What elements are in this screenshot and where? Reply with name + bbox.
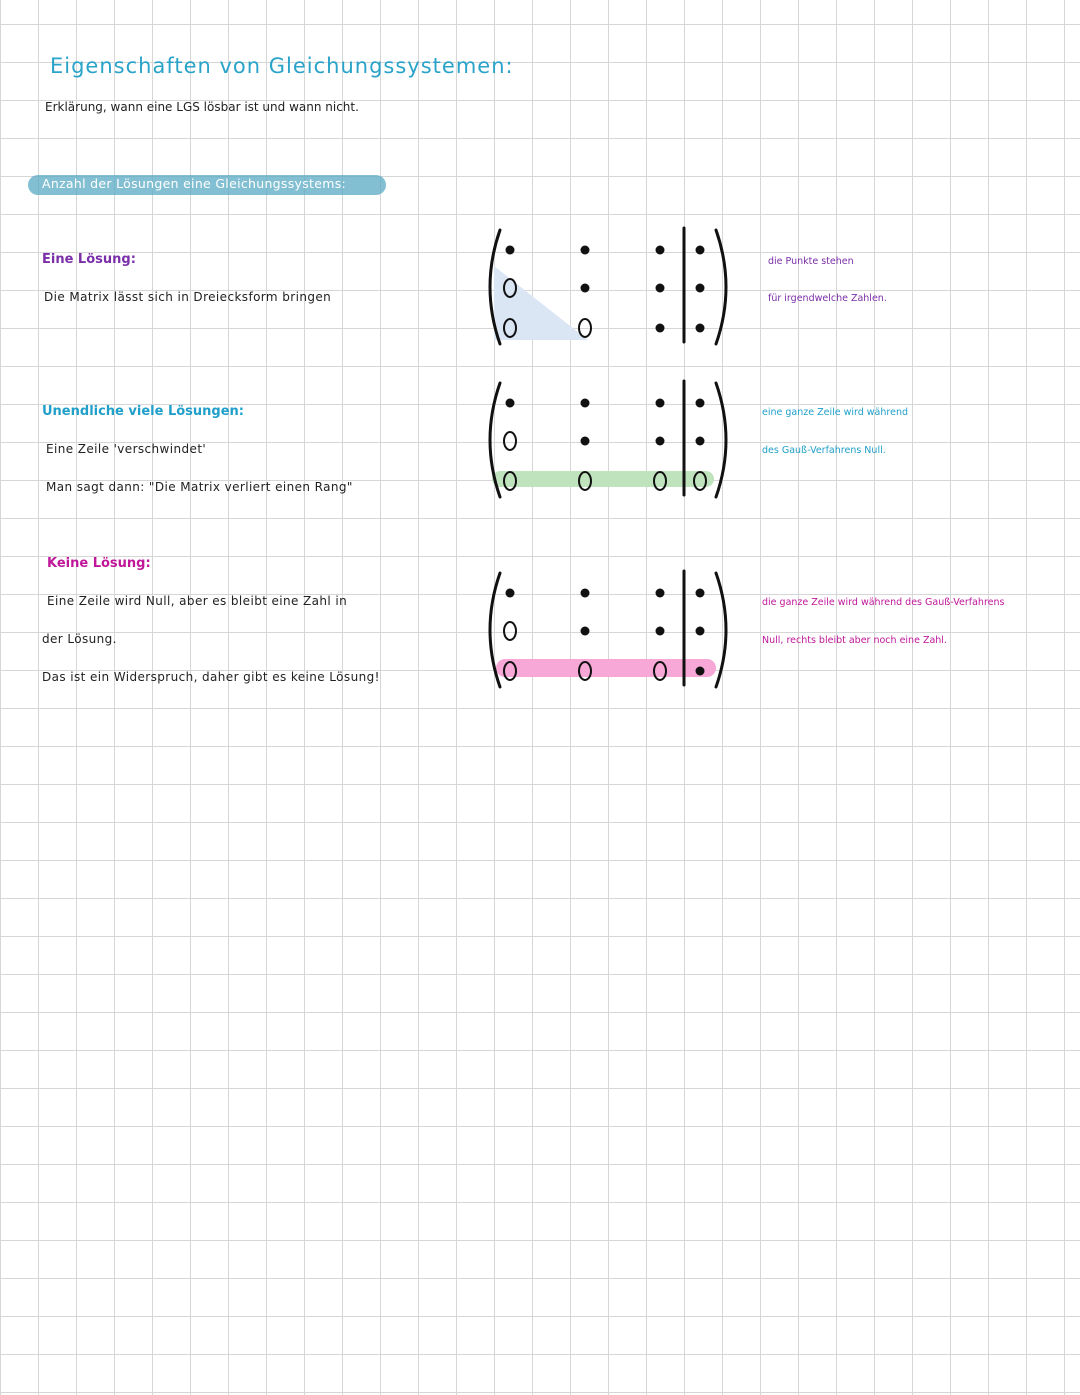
matrix-zero-r1-c0 (504, 432, 516, 450)
case-3-line-3: Das ist ein Widerspruch, daher gibt es keine Lösung! (42, 670, 380, 684)
matrix-dot-r0-c2 (656, 589, 665, 598)
matrix-dot-r2-c2 (656, 324, 665, 333)
case-2-note-1: eine ganze Zeile wird während (762, 407, 908, 418)
matrix-dot-r0-c2 (656, 246, 665, 255)
matrix-dot-r1-c2 (656, 437, 665, 446)
matrix-dot-r1-c1 (581, 627, 590, 636)
right-bracket (716, 230, 726, 344)
matrix-dot-r0-c0 (506, 246, 515, 255)
matrix-zero-r1-c0 (504, 622, 516, 640)
case-1-note-2: für irgendwelche Zahlen. (768, 293, 887, 304)
matrix-dot-r2-c3 (696, 324, 705, 333)
matrix-infinite-solutions (478, 377, 738, 503)
case-3-note-1: die ganze Zeile wird während des Gauß-Verfahrens (762, 597, 1005, 608)
matrix-dot-r0-c1 (581, 246, 590, 255)
matrix-dot-r0-c2 (656, 399, 665, 408)
case-3-line-2: der Lösung. (42, 632, 117, 646)
triangle-highlight (494, 266, 588, 340)
matrix-dot-r1-c3 (696, 627, 705, 636)
case-1-heading: Eine Lösung: (42, 252, 136, 267)
matrix-dot-r1-c3 (696, 437, 705, 446)
right-bracket (716, 573, 726, 687)
matrix-dot-r0-c1 (581, 589, 590, 598)
matrix-dot-r1-c3 (696, 284, 705, 293)
case-3-heading: Keine Lösung: (47, 556, 151, 571)
matrix-one-solution (478, 224, 738, 350)
matrix-dot-r1-c2 (656, 284, 665, 293)
case-2-line-1: Eine Zeile 'verschwindet' (46, 442, 207, 456)
row-highlight-green (492, 471, 714, 487)
case-2-heading: Unendliche viele Lösungen: (42, 404, 244, 419)
matrix-dot-r0-c0 (506, 399, 515, 408)
matrix-dot-r1-c2 (656, 627, 665, 636)
matrix-dot-r0-c3 (696, 399, 705, 408)
matrix-dot-r1-c1 (581, 284, 590, 293)
page-subtitle: Erklärung, wann eine LGS lösbar ist und wann nicht. (45, 100, 359, 114)
matrix-dot-r1-c1 (581, 437, 590, 446)
case-2-note-2: des Gauß-Verfahrens Null. (762, 445, 886, 456)
page-title: Eigenschaften von Gleichungssystemen: (50, 54, 514, 78)
case-3-line-1: Eine Zeile wird Null, aber es bleibt eine Zahl in (47, 594, 348, 608)
matrix-no-solution (478, 567, 738, 693)
matrix-dot-r0-c1 (581, 399, 590, 408)
matrix-zero-r2-c1 (579, 319, 591, 337)
matrix-dot-r2-c3 (696, 667, 705, 676)
matrix-dot-r0-c0 (506, 589, 515, 598)
right-bracket (716, 383, 726, 497)
case-3-note-2: Null, rechts bleibt aber noch eine Zahl. (762, 635, 947, 646)
matrix-dot-r0-c3 (696, 589, 705, 598)
case-1-line-1: Die Matrix lässt sich in Dreiecksform bringen (44, 290, 332, 304)
case-2-line-2: Man sagt dann: "Die Matrix verliert einen Rang" (46, 480, 353, 494)
matrix-dot-r0-c3 (696, 246, 705, 255)
case-1-note-1: die Punkte stehen (768, 256, 854, 267)
section-label: Anzahl der Lösungen eine Gleichungssystems: (42, 176, 347, 191)
